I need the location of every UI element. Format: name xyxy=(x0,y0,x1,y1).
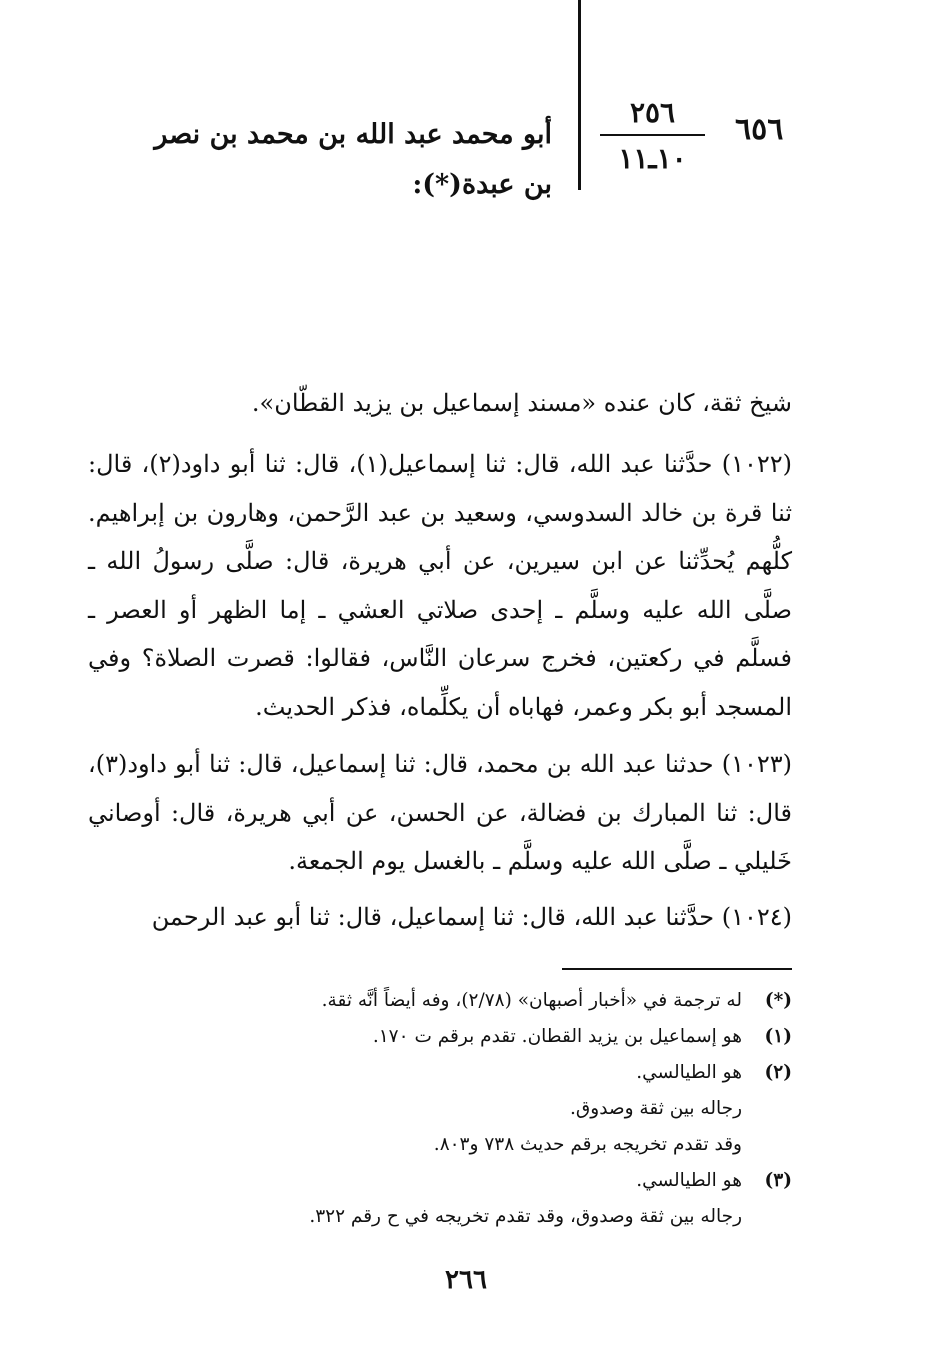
footnote-text: هو الطيالسي. xyxy=(636,1170,742,1191)
footnote-2-line-3 xyxy=(42,1128,742,1162)
footnote-2 xyxy=(92,1056,792,1090)
footnote-3-line-2 xyxy=(42,1200,742,1234)
fraction-denominator: ١٠ـ١١ xyxy=(618,142,687,175)
fraction-numerator: ٢٥٦ xyxy=(629,96,676,129)
footnote-1 xyxy=(92,1020,792,1054)
footnote-text: له ترجمة في «أخبار أصبهان» (٢/٧٨)، وفه أيضاً أنَّه ثقة. xyxy=(321,990,742,1011)
entry-title: أبو محمد عبد الله بن محمد بن نصر بن عبدة(*): xyxy=(154,119,552,200)
paragraph-hadith-1022: (١٠٢٢) حدَّثنا عبد الله، قال: ثنا إسماعيل(١)، قال: ثنا أبو داود(٢)، قال: ثنا قرة بن خالد السدوسي، وسعيد بن عبد الرَّحمن، وهارون بن إبراهيم. كلُّهم يُحدِّثنا عن ابن سيرين، عن أبي هريرة، قال: صلَّى رسولُ الله ـ صلَّى الله عليه وسلَّم ـ إحدى صلاتي العشي ـ إما الظهر أو العصر ـ فسلَّم في ركعتين، فخرج سرعان النَّاس، فقالوا: قصرت الصلاة؟ وفي المسجد أبو بكر وعمر، فهاباه أن يكلِّماه، فذكر الحديث. xyxy=(88,450,792,721)
footnote-separator xyxy=(562,968,792,970)
entry-number: ٦٥٦ xyxy=(735,112,784,147)
footnote-text: هو الطيالسي. xyxy=(636,1062,742,1083)
fraction-bar xyxy=(600,134,705,136)
entry-fraction xyxy=(600,96,705,176)
footnote-text: رجاله بين ثقة وصدوق. xyxy=(570,1098,742,1119)
paragraph-hadith-1023: (١٠٢٣) حدثنا عبد الله بن محمد، قال: ثنا إسماعيل، قال: ثنا أبو داود(٣)، قال: ثنا المبارك بن فضالة، عن الحسن، عن أبي هريرة، قال: أوصاني خَليلي ـ صلَّى الله عليه وسلَّم ـ بالغسل يوم الجمعة. xyxy=(88,750,792,875)
paragraph-hadith-1024: (١٠٢٤) حدَّثنا عبد الله، قال: ثنا إسماعيل، قال: ثنا أبو عبد الرحمن xyxy=(151,903,792,931)
paragraph-intro: شيخ ثقة، كان عنده «مسند إسماعيل بن يزيد القطّان». xyxy=(251,389,792,417)
header-divider-line xyxy=(578,0,581,190)
footnote-2-line-2 xyxy=(42,1092,742,1126)
footnote-text: هو إسماعيل بن يزيد القطان. تقدم برقم ت ١٧٠. xyxy=(372,1026,742,1047)
footnote-marker: (١) xyxy=(764,1026,792,1047)
footnote-text: وقد تقدم تخريجه برقم حديث ٧٣٨ و٨٠٣. xyxy=(433,1134,742,1155)
footnote-text: رجاله بين ثقة وصدوق، وقد تقدم تخريجه في ح رقم ٣٢٢. xyxy=(309,1206,742,1227)
footnote-3 xyxy=(92,1164,792,1198)
page-number: ٢٦٦ xyxy=(445,1265,487,1295)
footnote-star xyxy=(92,984,792,1018)
footnote-marker: (*) xyxy=(764,990,792,1011)
footnote-marker: (٢) xyxy=(764,1062,792,1083)
footnote-marker: (٣) xyxy=(764,1170,792,1191)
